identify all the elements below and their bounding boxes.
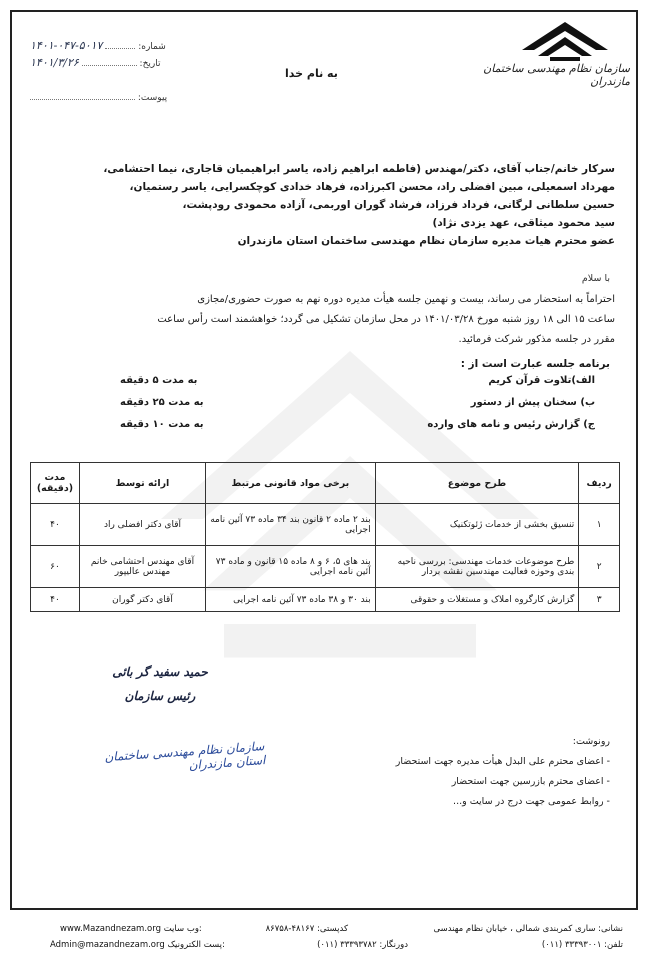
- bismillah: به نام خدا: [285, 67, 338, 80]
- cc-item: - اعضای محترم علی البدل هیأت مدیره جهت استحضار: [395, 756, 610, 767]
- agenda-item: [120, 375, 595, 397]
- attachment-label: :پیوست: [137, 93, 168, 103]
- paragraph-line: ساعت ۱۵ الی ۱۸ روز شنبه مورخ ۱۴۰۱/۰۳/۲۸ در محل سازمان تشکیل می گردد؛ خواهشمند است رأس ساعت: [157, 314, 615, 325]
- col-header-num: ردیف: [579, 463, 620, 504]
- agenda-item-label: الف)تلاوت قرآن کریم: [488, 375, 595, 386]
- cc-label: رونوشت:: [572, 736, 610, 747]
- org-name: سازمان نظام مهندسی ساختمان مازندران: [483, 62, 630, 88]
- cc-item: - اعضای محترم بازرسین جهت استحضار: [451, 776, 610, 787]
- row-law: بند ۲ ماده ۲ قانون بند ۳۴ ماده ۷۳ آئین نامه اجرایی: [206, 504, 376, 546]
- agenda-item-label: ج) گزارش رئیس و نامه های وارده: [427, 419, 595, 430]
- col-header-law: برخی مواد قانونی مرتبط: [206, 463, 376, 504]
- greeting: با سلام: [581, 273, 610, 284]
- agenda-item-label: ب) سخنان پیش از دستور: [470, 397, 595, 408]
- body-paragraph: [35, 290, 615, 350]
- row-presenter: آقای دکتر گوران: [79, 588, 205, 612]
- letter-number: ۱۴۰۱-۰۴۷-۵۰۱۷: [30, 39, 103, 52]
- row-law: بند ۳۰ و ۳۸ ماده ۷۳ آئین نامه اجرایی: [206, 588, 376, 612]
- signer-name: حمید سفید گر بائی: [112, 665, 208, 679]
- row-law: بند های ۵، ۶ و ۸ ماده ۱۵ قانون و ماده ۷۳ آئین نامه اجرایی: [206, 546, 376, 588]
- cc-block: [330, 732, 610, 812]
- row-topic: طرح موضوعات خدمات مهندسی: بررسی ناحیه بندی وحوزه فعالیت مهندسین نقشه بردار: [375, 546, 579, 588]
- number-label: :شماره: [138, 42, 166, 52]
- footer-address: نشانی: ساری کمربندی شمالی ، خیابان نظام مهندسی: [433, 924, 623, 934]
- row-num: ۲: [579, 546, 620, 588]
- signer-title: رئیس سازمان: [124, 689, 196, 703]
- footer-website-label: وب سایت:: [163, 924, 202, 934]
- agenda-item-duration: به مدت ۲۵ دقیقه: [120, 397, 204, 408]
- table-row: [31, 588, 620, 612]
- footer-email-label: پست الکترونیک:: [167, 940, 225, 950]
- agenda-table: [30, 462, 620, 612]
- row-num: ۳: [579, 588, 620, 612]
- footer-email-line: [50, 940, 250, 950]
- recipients-block: [35, 160, 615, 250]
- row-num: ۱: [579, 504, 620, 546]
- letter-date: ۱۴۰۱/۳/۲۶: [30, 56, 79, 69]
- row-presenter: آقای مهندس احتشامی خانم مهندس عالیپور: [79, 546, 205, 588]
- footer-website[interactable]: www.Mazandnezam.org: [60, 924, 161, 934]
- recipient-line: حسین سلطانی لرگانی، فرداد فرزاد، فرشاد گوران اوربمی، آزاده محمودی رودپشت،: [182, 199, 615, 211]
- col-header-minutes: مدت (دقیقه): [31, 463, 80, 504]
- table-row: [31, 546, 620, 588]
- agenda-list: [120, 375, 595, 441]
- footer-phone: تلفن: ۳۳۳۹۳۰۰۱ (۰۱۱): [541, 940, 623, 950]
- table-header-row: [31, 463, 620, 504]
- row-presenter: آقای دکتر افضلی راد: [79, 504, 205, 546]
- paragraph-line: مقرر در جلسه مذکور شرکت فرمائید.: [458, 334, 615, 345]
- row-topic: تنسیق بخشی از خدمات ژئوتکنیک: [375, 504, 579, 546]
- agenda-item: [120, 419, 595, 441]
- row-minutes: ۶۰: [31, 546, 80, 588]
- table-row: [31, 504, 620, 546]
- footer-website-line: [60, 924, 230, 934]
- row-minutes: ۴۰: [31, 588, 80, 612]
- row-topic: گزارش کارگروه املاک و مستغلات و حقوقی: [375, 588, 579, 612]
- row-minutes: ۴۰: [31, 504, 80, 546]
- paragraph-line: احتراماً به استحضار می رساند، بیست و نهمین جلسه هیأت مدیره دوره نهم به صورت حضوری/مجازی: [197, 294, 615, 305]
- agenda-item: [120, 397, 595, 419]
- agenda-intro: برنامه جلسه عبارت است از :: [460, 358, 610, 370]
- agenda-item-duration: به مدت ۵ دقیقه: [120, 375, 198, 386]
- agenda-item-duration: به مدت ۱۰ دقیقه: [120, 419, 204, 430]
- org-logo-icon: [520, 20, 610, 62]
- date-label: :تاریخ: [139, 59, 161, 69]
- footer-fax: دورنگار: ۳۳۳۹۳۷۸۲ (۰۱۱): [317, 940, 408, 950]
- date-field: [30, 56, 161, 69]
- cc-item: - روابط عمومی جهت درج در سایت و...: [453, 796, 610, 807]
- col-header-presenter: ارائه توسط: [79, 463, 205, 504]
- recipient-line: سرکار خانم/جناب آقای، دکتر/مهندس (فاطمه ابراهیم زاده، یاسر ابراهیمیان قاجاری، نیما احتشامی،: [103, 163, 615, 175]
- attachment-field: [30, 93, 167, 103]
- footer-email[interactable]: Admin@mazandnezam.org: [50, 940, 165, 950]
- recipient-line: سید محمود میثاقی، عهد یزدی نژاد): [432, 217, 615, 229]
- recipient-line: مهرداد اسمعیلی، مبین افضلی راد، محسن اکبرزاده، فرهاد خدادی کوچکسرایی، یاسر رستمیان،: [129, 181, 615, 193]
- recipient-line: عضو محترم هیات مدیره سازمان نظام مهندسی ساختمان استان مازندران: [237, 235, 615, 247]
- signature-block: [95, 660, 225, 708]
- number-field: [30, 39, 166, 52]
- col-header-topic: طرح موضوع: [375, 463, 579, 504]
- footer-postal: کدپستی: ۴۸۱۶۷-۸۶۷۵۸: [265, 924, 348, 934]
- footer: [10, 924, 638, 964]
- org-stamp: سازمان نظام مهندسی ساختمان استان مازندران: [103, 739, 266, 773]
